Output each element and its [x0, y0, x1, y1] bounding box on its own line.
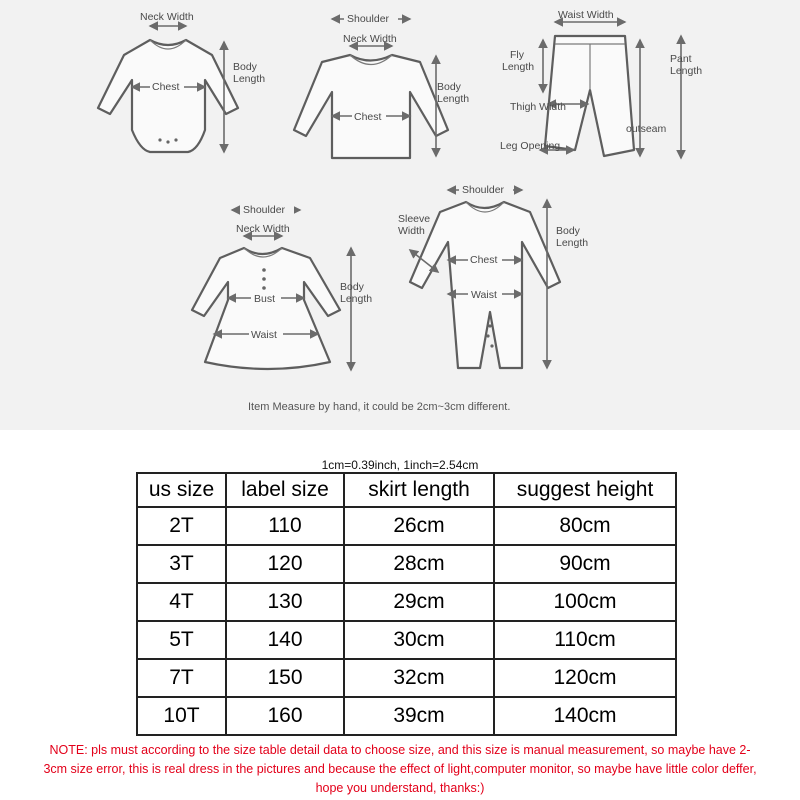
label-chest: Chest [470, 254, 498, 266]
cell-skirt-length: 32cm [344, 659, 494, 697]
label-waist-width: Waist Width [558, 9, 614, 21]
pants-diagram [500, 9, 702, 158]
cell-skirt-length: 29cm [344, 583, 494, 621]
svg-text:Length: Length [233, 73, 266, 85]
cell-us-size: 10T [137, 697, 226, 735]
cell-label-size: 140 [226, 621, 344, 659]
cell-label-size: 120 [226, 545, 344, 583]
table-row [137, 545, 676, 583]
label-shoulder: Shoulder [243, 204, 286, 216]
header-label-size: label size [226, 473, 344, 507]
table-row [137, 697, 676, 735]
svg-text:Length: Length [437, 93, 470, 105]
table-row [137, 507, 676, 545]
cell-suggest-height: 100cm [494, 583, 676, 621]
header-us-size: us size [137, 473, 226, 507]
svg-text:Fly: Fly [510, 49, 524, 61]
svg-text:Length: Length [502, 61, 535, 73]
svg-text:Length: Length [670, 65, 703, 77]
svg-text:Sleeve: Sleeve [398, 213, 431, 225]
cell-suggest-height: 110cm [494, 621, 676, 659]
label-chest: Chest [152, 81, 180, 93]
svg-text:Body: Body [340, 281, 364, 293]
cell-us-size: 3T [137, 545, 226, 583]
cell-skirt-length: 39cm [344, 697, 494, 735]
svg-text:Body: Body [556, 225, 580, 237]
cell-label-size: 150 [226, 659, 344, 697]
svg-text:Width: Width [398, 225, 425, 237]
label-neck-width: Neck Width [140, 11, 194, 23]
svg-text:Length: Length [340, 293, 373, 305]
label-waist: Waist [471, 289, 497, 301]
cell-label-size: 160 [226, 697, 344, 735]
table-row [137, 583, 676, 621]
cell-skirt-length: 28cm [344, 545, 494, 583]
measure-note: Item Measure by hand, it could be 2cm~3cm different. [248, 401, 511, 413]
cell-us-size: 7T [137, 659, 226, 697]
shirt-diagram [294, 12, 469, 158]
table-row [137, 621, 676, 659]
label-chest: Chest [354, 111, 382, 123]
cell-label-size: 110 [226, 507, 344, 545]
svg-text:Pant: Pant [670, 53, 692, 65]
cell-skirt-length: 30cm [344, 621, 494, 659]
cell-suggest-height: 120cm [494, 659, 676, 697]
dress-diagram [192, 203, 372, 370]
header-suggest-height: suggest height [494, 473, 676, 507]
label-shoulder: Shoulder [347, 13, 390, 25]
cell-label-size: 130 [226, 583, 344, 621]
table-row [137, 659, 676, 697]
cell-skirt-length: 26cm [344, 507, 494, 545]
label-neck-width: Neck Width [343, 33, 397, 45]
cell-suggest-height: 140cm [494, 697, 676, 735]
cell-suggest-height: 80cm [494, 507, 676, 545]
svg-text:Body: Body [233, 61, 257, 73]
label-shoulder: Shoulder [462, 184, 505, 196]
cell-us-size: 2T [137, 507, 226, 545]
label-bust: Bust [254, 293, 276, 305]
label-neck-width: Neck Width [236, 223, 290, 235]
label-waist: Waist [251, 329, 277, 341]
label-leg-opening: Leg Opening [500, 140, 561, 152]
label-thigh-width: Thigh Width [510, 101, 567, 113]
size-table [136, 472, 677, 736]
svg-text:Length: Length [556, 237, 589, 249]
header-skirt-length: skirt length [344, 473, 494, 507]
size-note: NOTE: pls must according to the size table detail data to choose size, and this size is manual measurement, so maybe have 2-3cm size error, this is real dress in the pictures and because the effect of light,computer monitor, so maybe have little color deffer, hope you understand, thanks:) [43, 743, 757, 795]
svg-text:Body: Body [437, 81, 461, 93]
unit-conversion: 1cm=0.39inch, 1inch=2.54cm [321, 458, 479, 472]
romper-diagram [398, 183, 588, 368]
bodysuit-diagram [98, 11, 265, 152]
label-outseam: outseam [626, 123, 667, 135]
cell-us-size: 5T [137, 621, 226, 659]
table-header-row [137, 473, 676, 507]
cell-us-size: 4T [137, 583, 226, 621]
cell-suggest-height: 90cm [494, 545, 676, 583]
